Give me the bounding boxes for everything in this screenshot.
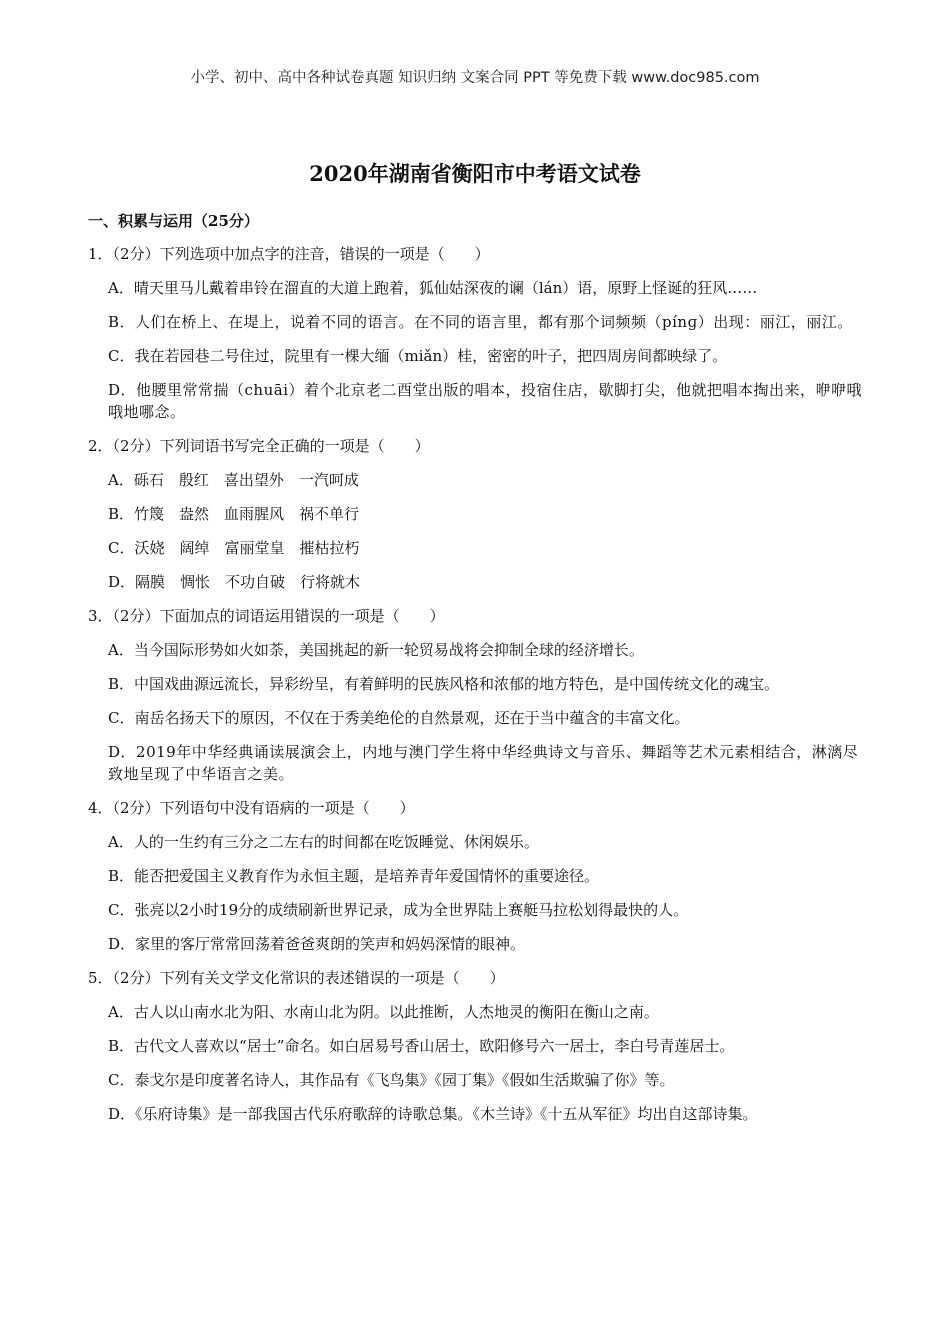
question-4-option-b: B．能否把爱国主义教育作为永恒主题，是培养青年爱国情怀的重要途径。 <box>108 867 600 885</box>
question-1-stem: 1．（2分）下列选项中加点字的注音，错误的一项是（ ） <box>88 245 490 263</box>
question-4-option-d: D．家里的客厅常常回荡着爸爸爽朗的笑声和妈妈深情的眼神。 <box>108 935 526 953</box>
page-title: 2020年湖南省衡阳市中考语文试卷 <box>309 161 641 186</box>
question-3-option-b: B．中国戏曲源远流长，异彩纷呈，有着鲜明的民族风格和浓郁的地方特色，是中国传统文化的魂宝。 <box>108 675 780 693</box>
question-3-option-c: C．南岳名扬天下的原因，不仅在于秀美绝伦的自然景观，还在于当中蕴含的丰富文化。 <box>108 709 690 727</box>
question-2-option-b: B．竹篾 盎然 血雨腥风 祸不单行 <box>108 505 360 523</box>
question-5-stem: 5．（2分）下列有关文学文化常识的表述错误的一项是（ ） <box>88 969 505 987</box>
question-2-stem: 2．（2分）下列词语书写完全正确的一项是（ ） <box>88 437 430 455</box>
question-1-option-c: C．我在若园巷二号住过，院里有一棵大缅（miǎn）桂，密密的叶子，把四周房间都映绿了。 <box>108 347 728 365</box>
question-5-option-a: A．古人以山南水北为阳、水南山北为阴。以此推断，人杰地灵的衡阳在衡山之南。 <box>108 1003 659 1021</box>
question-1-option-a: A．晴天里马儿戴着串铃在溜直的大道上跑着，狐仙姑深夜的谰（lán）语，原野上怪诞的狂风…… <box>108 279 758 297</box>
question-2-option-a: A．砾石 殷红 喜出望外 一汽呵成 <box>108 471 359 489</box>
page-header: 小学、初中、高中各种试卷真题 知识归纳 文案合同 PPT 等免费下载 www.doc985.com <box>190 70 760 86</box>
question-5-option-b: B．古代文人喜欢以“居士”命名。如白居易号香山居士，欧阳修号六一居士，李白号青莲居士。 <box>108 1037 735 1055</box>
question-4-option-a: A．人的一生约有三分之二左右的时间都在吃饭睡觉、休闲娱乐。 <box>108 833 539 851</box>
question-4-stem: 4．（2分）下列语句中没有语病的一项是（ ） <box>88 799 415 817</box>
question-3-option-d: D．2019年中华经典诵读展演会上，内地与澳门学生将中华经典诗文与音乐、舞蹈等艺术元素相结合，淋漓尽致地呈现了中华语言之美。 <box>108 743 859 783</box>
question-1-option-d: D．他腰里常常揣（chuāi）着个北京老二酉堂出版的唱本，投宿住店，歇脚打尖，他就把唱本掏出来，咿咿哦哦地哪念。 <box>108 381 862 421</box>
question-5-option-d: D．《乐府诗集》是一部我国古代乐府歌辞的诗歌总集。《木兰诗》《十五从军征》均出自这部诗集。 <box>108 1105 758 1123</box>
question-2-option-c: C．沃娆 阔绰 富丽堂皇 摧枯拉朽 <box>108 539 360 557</box>
question-2-option-d: D．隔膜 惆怅 不功自破 行将就木 <box>108 573 361 591</box>
question-5-option-c: C．泰戈尔是印度著名诗人，其作品有《飞鸟集》《园丁集》《假如生活欺骗了你》等。 <box>108 1071 675 1089</box>
exam-content <box>88 210 868 1137</box>
question-4-option-c: C．张亮以2小时19分的成绩刷新世界记录，成为全世界陆上赛艇马拉松划得最快的人。 <box>108 901 689 919</box>
section-heading: 一、积累与运用（25分） <box>88 212 259 230</box>
question-3-option-a: A．当今国际形势如火如荼，美国挑起的新一轮贸易战将会抑制全球的经济增长。 <box>108 641 644 659</box>
question-1-option-b: B．人们在桥上、在堤上，说着不同的语言。在不同的语言里，都有那个词频频（pínɡ）出现：丽江，丽江。 <box>108 313 853 331</box>
question-3-stem: 3．（2分）下面加点的词语运用错误的一项是（ ） <box>88 607 445 625</box>
